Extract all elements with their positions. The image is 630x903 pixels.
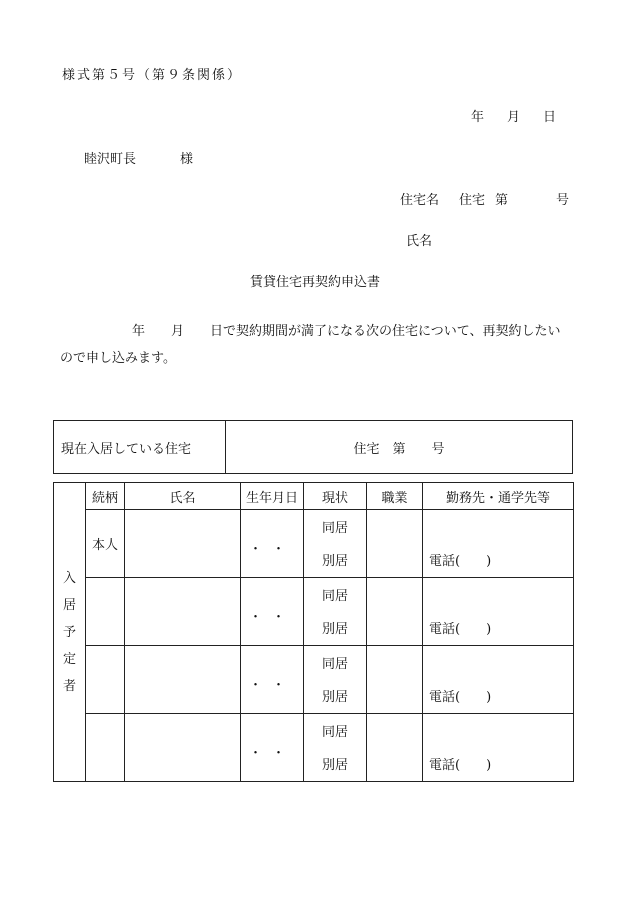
occupation-cell[interactable] [367,578,423,646]
addressee-name: 睦沢町長 [84,152,137,167]
birthdate-cell[interactable]: ・・ [241,578,304,646]
housing-suffix: 住宅 [459,193,486,208]
name-cell[interactable] [125,578,241,646]
occupation-cell[interactable] [367,714,423,782]
relation-cell[interactable] [86,578,125,646]
workplace-cell[interactable]: 電話( ) [423,510,574,578]
name-cell[interactable] [125,646,241,714]
date-year-label: 年 [471,110,485,125]
relation-cell[interactable] [86,714,125,782]
date-month-label: 月 [507,110,521,125]
header-relation: 続柄 [86,483,125,510]
housing-name-label: 住宅名 [400,193,440,208]
name-cell[interactable] [125,510,241,578]
occupation-cell[interactable] [367,510,423,578]
status-cell[interactable]: 同居 別居 [304,510,367,578]
applicant-name-label: 氏名 [406,234,433,249]
current-housing-label: 現在入居している住宅 [54,421,226,474]
status-cell[interactable]: 同居 別居 [304,646,367,714]
status-cell[interactable]: 同居 別居 [304,578,367,646]
relation-cell[interactable]: 本人 [86,510,125,578]
workplace-cell[interactable]: 電話( ) [423,578,574,646]
current-housing-value: 住宅 第 号 [226,421,573,474]
header-birthdate: 生年月日 [241,483,304,510]
housing-number-prefix: 第 [495,193,509,208]
housing-number-suffix: 号 [556,193,570,208]
occupation-cell[interactable] [367,646,423,714]
document-title: 賃貸住宅再契約申込書 [249,275,380,290]
residents-table [53,482,574,782]
table-row [54,578,574,646]
current-housing-table [53,420,573,474]
workplace-cell[interactable]: 電話( ) [423,646,574,714]
table-row [54,646,574,714]
birthdate-cell[interactable]: ・・ [241,510,304,578]
birthdate-cell[interactable]: ・・ [241,646,304,714]
birthdate-cell[interactable]: ・・ [241,714,304,782]
header-status: 現状 [304,483,367,510]
header-workplace: 勤務先・通学先等 [423,483,574,510]
table-row [54,714,574,782]
residents-group-label: 入 居 予 定 者 [54,483,86,782]
body-text: 年 月 日で契約期間が満了になる次の住宅について、再契約したいので申し込みます。 [60,324,561,366]
name-cell[interactable] [125,714,241,782]
table-row [54,510,574,578]
relation-cell[interactable] [86,646,125,714]
workplace-cell[interactable]: 電話( ) [423,714,574,782]
date-day-label: 日 [543,110,557,125]
addressee-honorific: 様 [180,152,194,167]
form-label: 様式第５号（第９条関係） [62,68,243,83]
status-cell[interactable]: 同居 別居 [304,714,367,782]
header-occupation: 職業 [367,483,423,510]
header-name: 氏名 [125,483,241,510]
residents-header-row [54,483,574,510]
